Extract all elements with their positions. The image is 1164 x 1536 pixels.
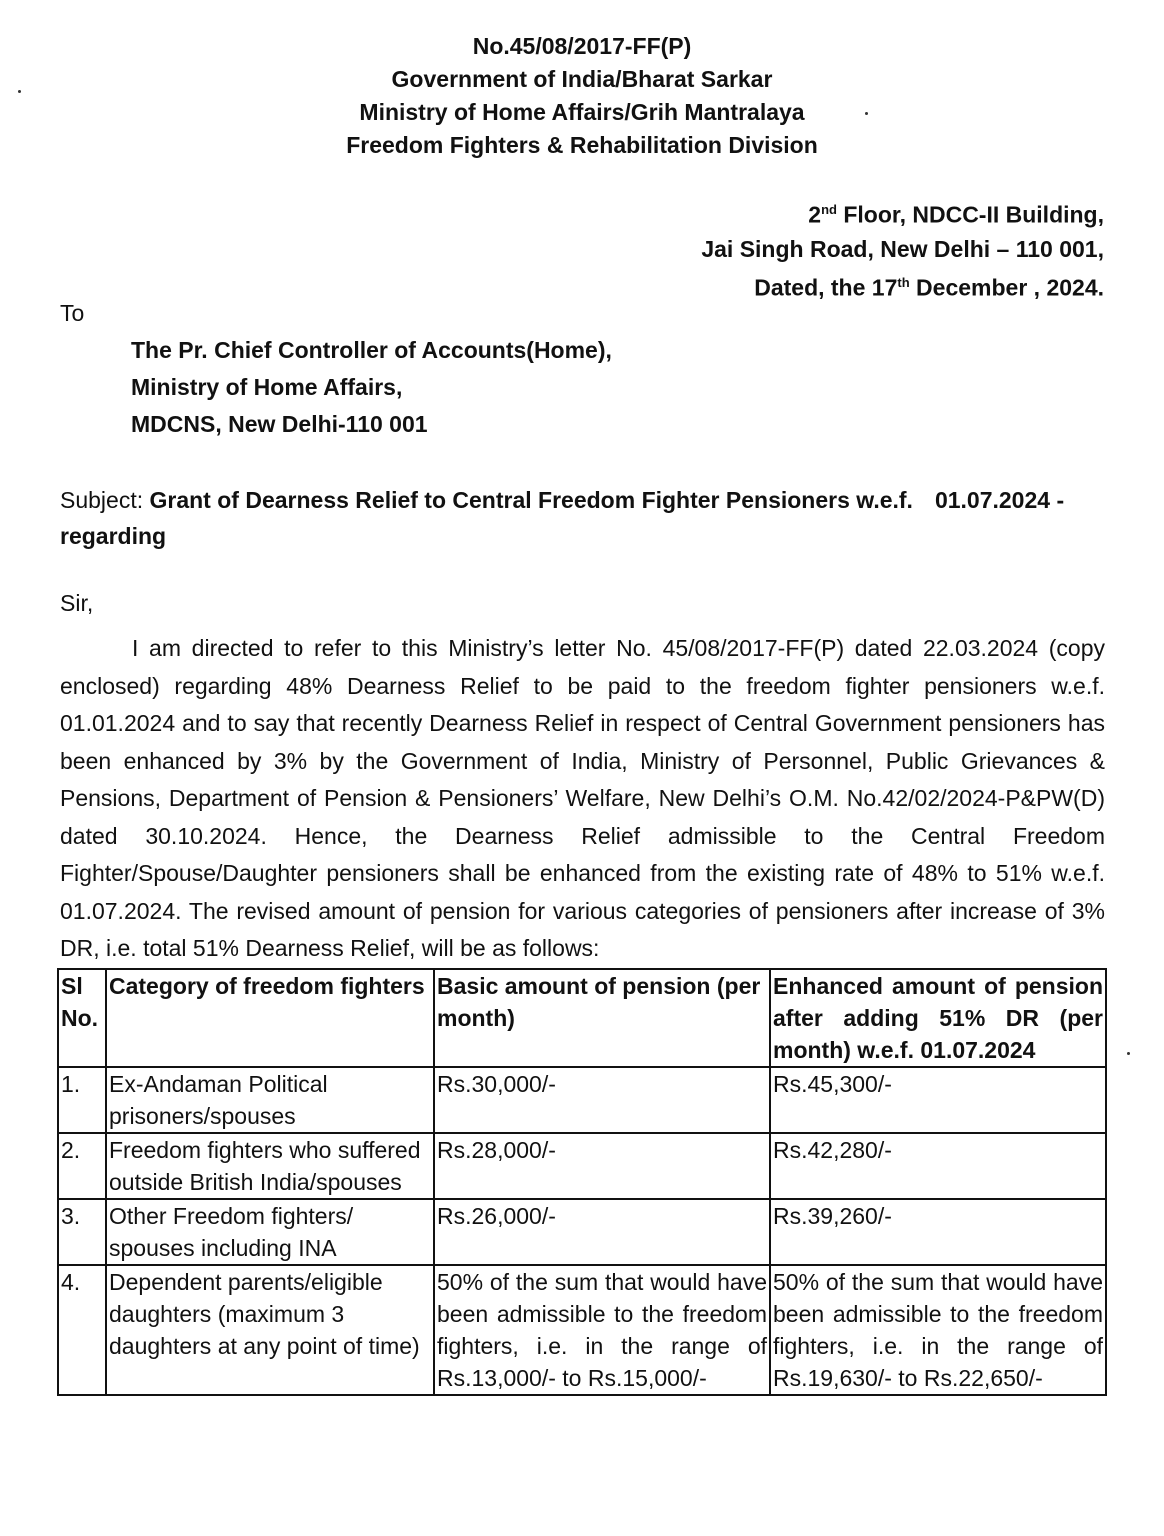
recipient-line-3: MDCNS, New Delhi-110 001 <box>131 411 428 437</box>
cell-basic: 50% of the sum that would have been admissible to the freedom fighters, i.e. in the range of Rs.13,000/- to Rs.15,000/- <box>434 1265 770 1395</box>
table-row <box>58 1067 1106 1133</box>
government-name: Government of India/Bharat Sarkar <box>391 66 773 92</box>
subject-label: Subject: <box>60 487 144 513</box>
cell-sl-no: 4. <box>58 1265 106 1395</box>
cell-sl-no: 2. <box>58 1133 106 1199</box>
pension-table <box>57 968 1107 1396</box>
body-paragraph: I am directed to refer to this Ministry’s letter No. 45/08/2017-FF(P) dated 22.03.2024 (copy enclosed) regarding 48% Dearness Relief to be paid to the freedom fighter pensioners w.e.f. 01.01.2024 and to say that recently Dearness Relief in respect of Central Government pensioners has been enhanced by 3% by the Government of India, Ministry of Personnel, Public Grievances & Pensions, Department of Pension & Pensioners’ Welfare, New Delhi’s O.M. No.42/02/2024-P&PW(D) dated 30.10.2024. Hence, the Dearness Relief admissible to the Central Freedom Fighter/Spouse/Daughter pensioners shall be enhanced from the existing rate of 48% to 51% w.e.f. 01.07.2024. The revised amount of pension for various categories of pensioners after increase of 3% DR, i.e. total 51% Dearness Relief, will be as follows: <box>60 635 1105 961</box>
salutation: Sir, <box>60 590 94 616</box>
address-floor: 2nd Floor, NDCC-II Building, <box>808 201 1104 228</box>
recipient-line-1: The Pr. Chief Controller of Accounts(Home), <box>131 337 612 363</box>
scan-speck <box>18 90 21 93</box>
letter-header <box>0 30 1164 162</box>
address-road: Jai Singh Road, New Delhi – 110 001, <box>701 235 1104 262</box>
cell-enhanced: Rs.39,260/- <box>770 1199 1106 1265</box>
scan-speck <box>1127 1052 1130 1055</box>
cell-category: Dependent parents/eligible daughters (maximum 3 daughters at any point of time) <box>106 1265 434 1395</box>
recipient-line-2: Ministry of Home Affairs, <box>131 374 403 400</box>
division-name: Freedom Fighters & Rehabilitation Division <box>346 132 818 158</box>
subject-text: Grant of Dearness Relief to Central Freedom Fighter Pensioners w.e.f. <box>149 487 913 513</box>
cell-category: Ex-Andaman Political prisoners/spouses <box>106 1067 434 1133</box>
subject-tail: regarding <box>60 523 167 549</box>
cell-sl-no: 3. <box>58 1199 106 1265</box>
cell-enhanced: 50% of the sum that would have been admissible to the freedom fighters, i.e. in the range of Rs.19,630/- to Rs.22,650/- <box>770 1265 1106 1395</box>
cell-category: Freedom fighters who suffered outside British India/spouses <box>106 1133 434 1199</box>
table-row <box>58 1133 1106 1199</box>
header-sl-no: Sl No. <box>58 969 106 1067</box>
cell-category: Other Freedom fighters/ spouses including INA <box>106 1199 434 1265</box>
recipient-address <box>131 332 612 443</box>
reference-number: No.45/08/2017-FF(P) <box>472 33 692 59</box>
table-row <box>58 1199 1106 1265</box>
header-basic-pension: Basic amount of pension (per month) <box>434 969 770 1067</box>
cell-enhanced: Rs.45,300/- <box>770 1067 1106 1133</box>
cell-enhanced: Rs.42,280/- <box>770 1133 1106 1199</box>
cell-sl-no: 1. <box>58 1067 106 1133</box>
cell-basic: Rs.26,000/- <box>434 1199 770 1265</box>
header-category: Category of freedom fighters <box>106 969 434 1067</box>
table-header-row <box>58 969 1106 1067</box>
ministry-name: Ministry of Home Affairs/Grih Mantralaya <box>359 99 805 125</box>
subject-line <box>60 482 1105 554</box>
sender-address <box>701 193 1104 304</box>
scan-speck <box>865 112 868 115</box>
letter-date: Dated, the 17th December , 2024. <box>754 274 1104 301</box>
table-row <box>58 1265 1106 1395</box>
to-label: To <box>60 300 85 326</box>
header-enhanced-pension: Enhanced amount of pension after adding 51% DR (per month) w.e.f. 01.07.2024 <box>770 969 1106 1067</box>
cell-basic: Rs.30,000/- <box>434 1067 770 1133</box>
subject-date: 01.07.2024 - <box>934 487 1065 513</box>
cell-basic: Rs.28,000/- <box>434 1133 770 1199</box>
